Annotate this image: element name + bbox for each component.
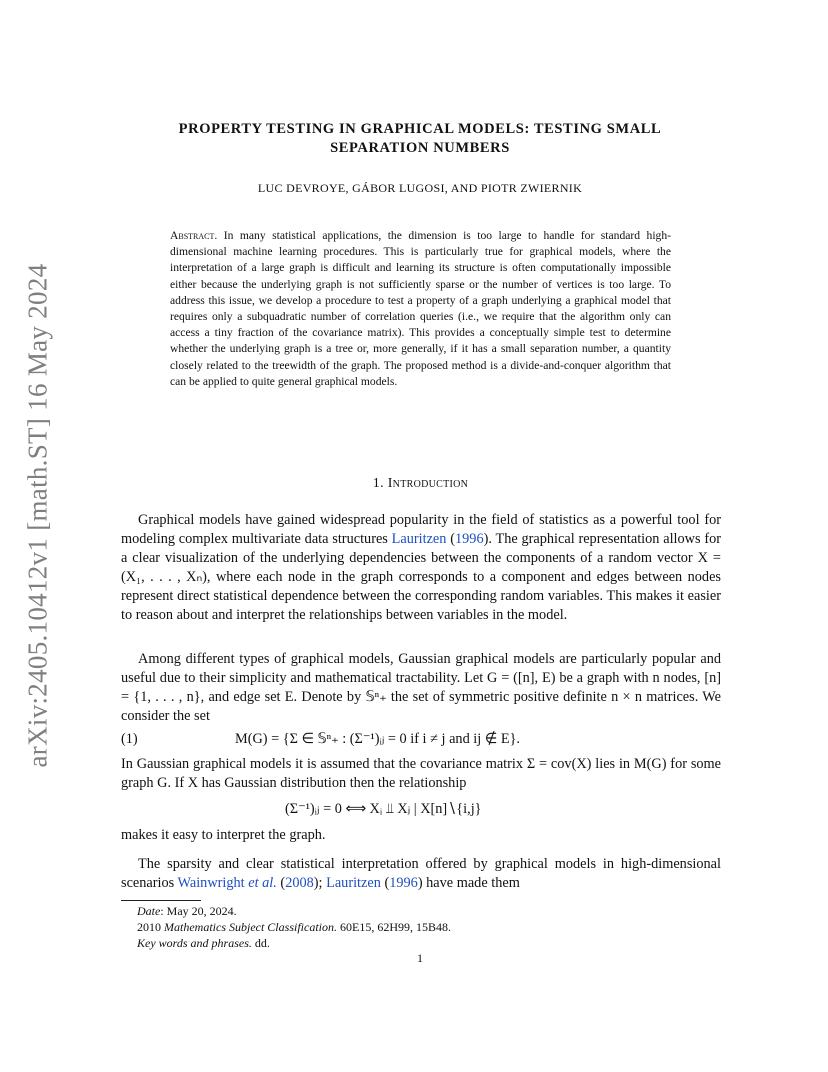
keywords-label: Key words and phrases. — [137, 936, 252, 950]
paragraph-text: ) have made them — [417, 875, 520, 892]
msc-value: 60E15, 62H99, 15B48. — [336, 920, 451, 934]
equation-independence — [121, 801, 721, 821]
equation-expression: (Σ⁻¹)ᵢⱼ = 0 ⟺ Xᵢ ⫫ Xⱼ | X[n]∖{i,j} — [285, 801, 482, 817]
abstract — [170, 228, 671, 390]
author-list: LUC DEVROYE, GÁBOR LUGOSI, AND PIOTR ZWIERNIK — [257, 181, 583, 195]
title-line-2: SEPARATION NUMBERS — [330, 140, 510, 156]
citation-link-lauritzen[interactable]: Lauritzen — [391, 531, 447, 548]
date-value: : May 20, 2024. — [160, 904, 237, 918]
equation-1 — [121, 731, 721, 751]
section-title: Introduction — [387, 476, 469, 491]
keywords-value: dd. — [251, 936, 270, 950]
paragraph-interpretation: makes it easy to interpret the graph. — [121, 827, 326, 843]
msc-label: Mathematics Subject Classification. — [164, 920, 337, 934]
footnote-rule — [121, 900, 201, 901]
title-line-1: PROPERTY TESTING IN GRAPHICAL MODELS: TESTING SMALL — [178, 121, 662, 137]
citation-link-wainwright[interactable] — [178, 875, 277, 891]
citation-year-link[interactable]: 1996 — [455, 531, 484, 548]
paragraph-intro — [121, 511, 721, 626]
date-label: Date — [137, 904, 161, 918]
citation-etal[interactable]: et al. — [248, 875, 277, 892]
paren: ( — [446, 531, 455, 548]
arxiv-identifier-stamp: arXiv:2405.10412v1 [math.ST] 16 May 2024 — [22, 263, 53, 768]
footnote-keywords — [137, 935, 717, 951]
footnote-date — [137, 903, 717, 919]
paragraph-text: Graphical models have gained widespread popularity in the field of statistics as a powerful tool for modeling complex multivariate data structures — [121, 512, 721, 548]
separator: ); — [313, 875, 327, 892]
paper-title — [110, 120, 730, 158]
equation-expression: M(G) = {Σ ∈ 𝕊ⁿ₊ : (Σ⁻¹)ᵢⱼ = 0 if i ≠ j and ij ∉ E}. — [235, 731, 521, 747]
paragraph-covariance: In Gaussian graphical models it is assumed that the covariance matrix Σ = cov(X) lies in M(G) for some graph G. If X has Gaussian distribution then the relationship — [121, 756, 721, 792]
paragraph-text: ). The graphical representation allows for a clear visualization of the underlying dependencies between the components of a random vector X = (X₁, . . . , Xₙ), where each node in the graph corresponds to a component and edges between nodes represent direct statistical dependence between the corresponding random variables. This makes it easier to reason about and interpret the relationships between variables in the model. — [121, 531, 722, 624]
citation-author[interactable]: Wainwright — [177, 875, 245, 892]
footnotes — [137, 903, 717, 951]
paragraph-sparsity: The sparsity and clear statistical interpretation offered by graphical models in high-dimensional scenarios Wainwright et al. (2008); Lauritzen (1996) have made them — [121, 856, 721, 892]
paragraph-text: The sparsity and clear statistical interpretation offered by graphical models in high-dimensional scenarios — [121, 856, 721, 892]
section-number: 1. — [372, 476, 384, 491]
citation-year-link[interactable]: 2008 — [285, 875, 314, 892]
citation-year-link[interactable]: 1996 — [389, 875, 418, 892]
citation-link-lauritzen[interactable]: Lauritzen — [326, 875, 381, 892]
abstract-label: Abstract. — [170, 229, 218, 242]
msc-year: 2010 — [137, 920, 164, 934]
section-heading — [120, 476, 721, 492]
paragraph-gaussian-models: Among different types of graphical models, Gaussian graphical models are particularly popular and useful due to their simplicity and mathematical tractability. Let G = ([n], E) be a graph with n nodes, [n] = {1, . . . , n}, and edge set E. Denote by 𝕊ⁿ₊ the set of symmetric positive definite n × n matrices. We consider the set — [121, 651, 721, 725]
footnote-msc — [137, 919, 717, 935]
page-number: 1 — [417, 951, 423, 965]
abstract-text: In many statistical applications, the dimension is too large to handle for standard high-dimensional machine learning procedures. This is particularly true for graphical models, where the interpretation of a large graph is difficult and learning its structure is often computationally impossible either because the underlying graph is not sufficiently sparse or the number of vertices is too large. To address this issue, we develop a procedure to test a property of a graph underlying a graphical model that requires only a subquadratic number of correlation queries (i.e., we require that the algorithm only can access a tiny fraction of the covariance matrix). This provides a conceptually simple test to determine whether the underlying graph is a tree or, more generally, if it has a small separation number, a quantity closely related to the treewidth of the graph. The proposed method is a divide-and-conquer algorithm that can be applied to quite general graphical models. — [170, 229, 671, 388]
equation-number: (1) — [121, 731, 138, 747]
